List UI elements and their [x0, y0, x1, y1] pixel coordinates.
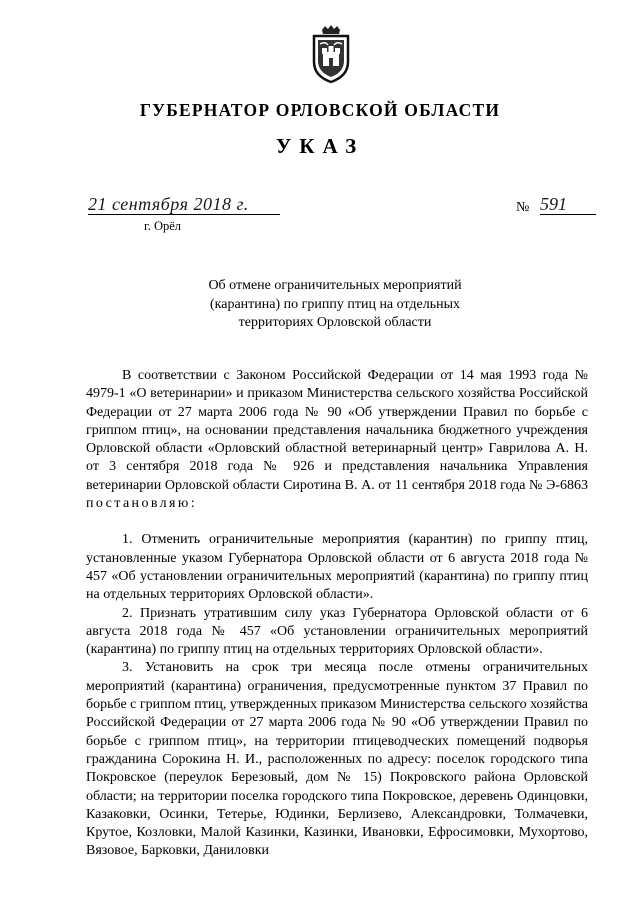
- decree-item-2: 2. Признать утратившим силу указ Губернатора Орловской области от 6 августа 2018 года № 457 «Об установлении ограничительных мероприятий (карантина) по гриппу птиц на отдельных территориях Орловской области».: [86, 605, 588, 658]
- document-number: 591: [540, 194, 567, 214]
- coat-of-arms-icon: [308, 24, 354, 84]
- preamble-text: В соответствии с Законом Российской Федерации от 14 мая 1993 года № 4979-1 «О ветеринарии» и приказом Министерства сельского хозяйства Российской Федерации от 27 марта 2006 года № 90 «Об утверждении Правил по борьбе с гриппом птиц», на основании представления начальника бюджетного учреждения Орловской области «Орловский областной ветеринарный центр» Гаврилова А. Н. от 3 сентября 2018 года № 926 и представления начальника Управления ветеринарии Орловской области Сиротина В. А. от 11 сентября 2018 года № Э-6863: [86, 368, 588, 493]
- decree-word: постановляю:: [86, 496, 198, 512]
- issuing-authority: ГУБЕРНАТОР ОРЛОВСКОЙ ОБЛАСТИ: [139, 100, 501, 120]
- document-type: УКАЗ: [275, 134, 365, 158]
- decree-item-3: 3. Установить на срок три месяца после отмены ограничительных мероприятий (карантина) ограничения, предусмотренные пунктом 37 Правил по борьбе с гриппом птиц, утвержденных приказом Министерства сельского хозяйства Российской Федерации от 27 марта 2006 года № 90 «Об утверждении Правил по борьбе с гриппом птиц», на территории птицеводческих помещений подворья гражданина Сорокина Н. И., расположенных по адресу: поселок городского типа Покровское (переулок Березовый, дом № 15) Покровского района Орловской области; на территории поселка городского типа Покровское, деревень Одинцовки, Казаковки, Осинки, Тетерье, Юдинки, Берлизево, Александровки, Толмачевки, Крутое, Козловки, Малой Казинки, Казинки, Ивановки, Ефросимовки, Мухортово, Вязовое, Барковки, Даниловки: [86, 660, 588, 859]
- subject-line: территориях Орловской области: [238, 315, 432, 330]
- preamble-paragraph: [86, 367, 588, 513]
- subject-line: Об отмене ограничительных мероприятий: [208, 278, 462, 293]
- document-subject: [170, 277, 500, 333]
- date-underline: [88, 214, 280, 215]
- city-label: г. Орёл: [144, 219, 182, 233]
- number-label: №: [516, 200, 530, 215]
- number-underline: [540, 214, 596, 215]
- signature-date: 21 сентября 2018 г.: [88, 194, 249, 214]
- subject-line: (карантина) по гриппу птиц на отдельных: [209, 296, 461, 312]
- document-body: [86, 367, 588, 861]
- decree-item-1: 1. Отменить ограничительные мероприятия (карантин) по гриппу птиц, установленные указом Губернатора Орловской области от 6 августа 2018 года № 457 «Об установлении ограничительных мероприятий (карантина) по гриппу птиц на отдельных территориях Орловской области».: [86, 532, 588, 603]
